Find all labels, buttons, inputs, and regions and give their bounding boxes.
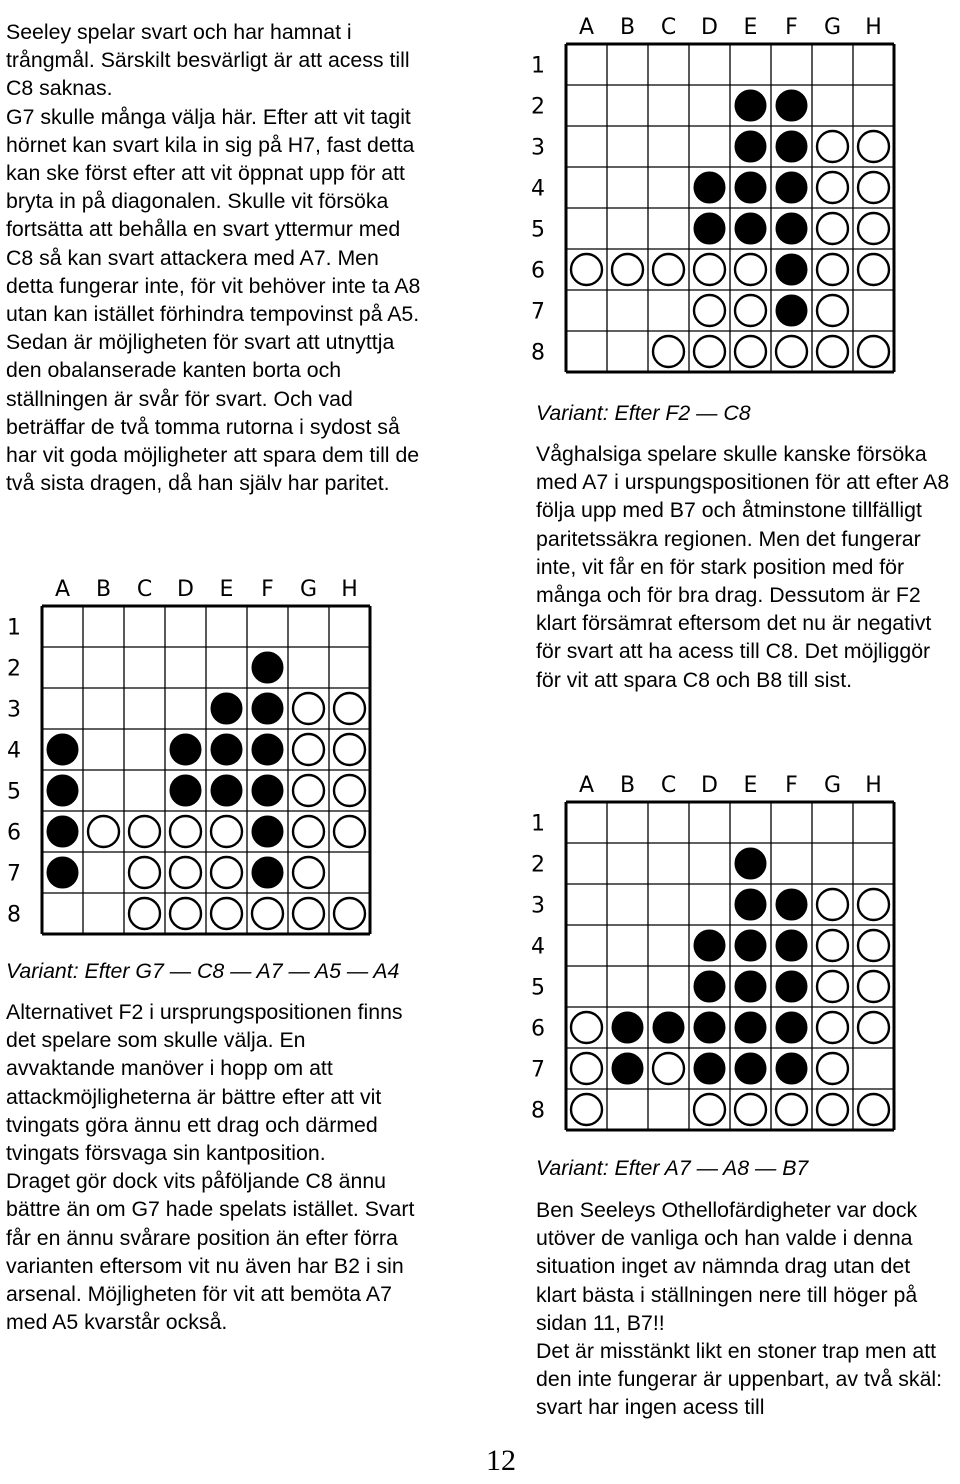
black-disc [252, 816, 283, 847]
black-disc [735, 90, 766, 121]
black-disc [694, 213, 725, 244]
row-label: 6 [7, 820, 21, 846]
white-disc [170, 857, 201, 888]
row-label: 2 [531, 852, 545, 878]
black-disc [735, 131, 766, 162]
white-disc [858, 889, 889, 920]
black-disc [735, 889, 766, 920]
black-disc [776, 971, 807, 1002]
column-label: A [54, 577, 71, 602]
white-disc [817, 930, 848, 961]
caption-variant-f2: Variant: Efter F2 — C8 [536, 401, 751, 425]
white-disc [88, 816, 119, 847]
caption-variant-g7: Variant: Efter G7 — C8 — A7 — A5 — A4 [6, 959, 400, 983]
column-label: H [865, 773, 882, 798]
white-disc [858, 254, 889, 285]
right-text-2: Ben Seeleys Othellofärdigheter var dock utöver de vanliga och han valde i denna situation inget av nämnda drag utan det klart bästa i ställningen nere till höger på sidan 11, B7!! Det är misstänkt likt en stoner trap men att den inte fungerar är uppenbart, av två skäl: svart har ingen acess till [536, 1198, 943, 1420]
column-label: A [578, 15, 595, 40]
white-disc [776, 1094, 807, 1125]
black-disc [776, 254, 807, 285]
white-disc [293, 693, 324, 724]
black-disc [47, 816, 78, 847]
left-body-text: Alternativet F2 i ursprungspositionen finns det spelare som skulle välja. En avvaktande manöver i hopp om att attackmöjligheterna är bättre efter att vit tvingats göra ännu ett drag och därmed tvingats försvaga sin kantposition. Draget gör dock vits påföljande C8 ännu bättre än om G7 hade spelats istället. Svart får en ännu svårare position än efter förra varianten eftersom vit nu även har B2 i sin arsenal. Möjligheten för vit att bemöta A7 med A5 kvarstår också. [6, 1000, 415, 1335]
row-label: 4 [531, 934, 545, 960]
white-disc [817, 295, 848, 326]
white-disc [129, 816, 160, 847]
column-label: E [743, 15, 758, 40]
row-label: 8 [531, 1098, 545, 1124]
white-disc [694, 1094, 725, 1125]
white-disc [334, 898, 365, 929]
black-disc [252, 775, 283, 806]
black-disc [252, 857, 283, 888]
column-label: F [785, 15, 798, 40]
column-label: F [261, 577, 274, 602]
black-disc [735, 213, 766, 244]
board-variant-f2 [528, 4, 896, 374]
column-label: D [177, 577, 194, 602]
black-disc [694, 1053, 725, 1084]
row-label: 1 [531, 811, 545, 837]
white-disc [653, 1053, 684, 1084]
white-disc [817, 172, 848, 203]
white-disc [170, 816, 201, 847]
column-label: B [619, 15, 636, 40]
white-disc [817, 213, 848, 244]
row-label: 4 [531, 176, 545, 202]
black-disc [252, 693, 283, 724]
row-label: 1 [531, 53, 545, 79]
column-label: C [660, 15, 677, 40]
white-disc [858, 930, 889, 961]
white-disc [694, 295, 725, 326]
white-disc [571, 254, 602, 285]
black-disc [694, 172, 725, 203]
white-disc [293, 857, 324, 888]
white-disc [817, 131, 848, 162]
column-label: D [701, 773, 718, 798]
black-disc [694, 930, 725, 961]
black-disc [776, 172, 807, 203]
black-disc [776, 1053, 807, 1084]
black-disc [252, 652, 283, 683]
white-disc [571, 1053, 602, 1084]
black-disc [776, 213, 807, 244]
page-number: 12 [486, 1444, 516, 1477]
black-disc [694, 971, 725, 1002]
black-disc [170, 775, 201, 806]
black-disc [776, 90, 807, 121]
board-variant-g7 [4, 566, 372, 936]
row-label: 3 [7, 697, 21, 723]
white-disc [170, 898, 201, 929]
column-label: G [823, 773, 842, 798]
row-label: 6 [531, 1016, 545, 1042]
white-disc [571, 1012, 602, 1043]
column-label: G [299, 577, 318, 602]
white-disc [211, 898, 242, 929]
black-disc [252, 734, 283, 765]
row-label: 2 [7, 656, 21, 682]
column-label: D [701, 15, 718, 40]
black-disc [47, 775, 78, 806]
black-disc [653, 1012, 684, 1043]
black-disc [735, 1012, 766, 1043]
white-disc [858, 213, 889, 244]
column-label: F [785, 773, 798, 798]
black-disc [170, 734, 201, 765]
white-disc [653, 254, 684, 285]
white-disc [858, 131, 889, 162]
column-label: C [660, 773, 677, 798]
black-disc [612, 1053, 643, 1084]
white-disc [735, 336, 766, 367]
white-disc [334, 693, 365, 724]
black-disc [776, 930, 807, 961]
white-disc [334, 816, 365, 847]
row-label: 4 [7, 738, 21, 764]
row-label: 7 [531, 299, 545, 325]
white-disc [211, 857, 242, 888]
white-disc [129, 857, 160, 888]
row-label: 8 [7, 902, 21, 928]
column-label: E [219, 577, 234, 602]
white-disc [735, 295, 766, 326]
white-disc [653, 336, 684, 367]
white-disc [817, 1053, 848, 1084]
white-disc [817, 1012, 848, 1043]
row-label: 5 [531, 217, 545, 243]
row-label: 3 [531, 893, 545, 919]
white-disc [817, 336, 848, 367]
white-disc [817, 254, 848, 285]
black-disc [776, 1012, 807, 1043]
white-disc [293, 775, 324, 806]
column-label: A [578, 773, 595, 798]
othello-board-svg [528, 762, 896, 1132]
white-disc [334, 775, 365, 806]
black-disc [735, 172, 766, 203]
column-label: B [619, 773, 636, 798]
white-disc [817, 1094, 848, 1125]
row-label: 3 [531, 135, 545, 161]
white-disc [694, 336, 725, 367]
white-disc [858, 971, 889, 1002]
white-disc [293, 816, 324, 847]
board-variant-a7 [528, 762, 896, 1132]
white-disc [694, 254, 725, 285]
column-label: H [341, 577, 358, 602]
white-disc [252, 898, 283, 929]
black-disc [776, 131, 807, 162]
white-disc [612, 254, 643, 285]
row-label: 5 [7, 779, 21, 805]
row-label: 7 [7, 861, 21, 887]
black-disc [776, 295, 807, 326]
row-label: 6 [531, 258, 545, 284]
white-disc [776, 336, 807, 367]
white-disc [735, 1094, 766, 1125]
row-label: 7 [531, 1057, 545, 1083]
white-disc [735, 254, 766, 285]
black-disc [211, 775, 242, 806]
white-disc [129, 898, 160, 929]
othello-board-svg [528, 4, 896, 374]
black-disc [211, 734, 242, 765]
black-disc [735, 848, 766, 879]
white-disc [571, 1094, 602, 1125]
black-disc [735, 930, 766, 961]
column-label: C [136, 577, 153, 602]
white-disc [858, 1012, 889, 1043]
black-disc [47, 857, 78, 888]
intro-text: Seeley spelar svart och har hamnat i trångmål. Särskilt besvärligt är att acess till C8 saknas. G7 skulle många välja här. Efter att vit tagit hörnet kan svart kila in sig på H7, fast detta kan ske först efter att vit öppnat upp för att bryta in på diagonalen. Skulle vit försöka fortsätta att behålla en svart yttermur med C8 så kan svart attackera med A7. Men detta fungerar inte, för vit behöver inte ta A8 utan kan istället förhindra tempovinst på A5. Sedan är möjligheten för svart att utnyttja den obalanserade kanten borta och ställningen är svår för svart. Och vad beträffar de två tomma rutorna i sydost så har vit goda möjligheter att spara dem till de två sista dragen, då han själv har paritet. [6, 20, 421, 496]
black-disc [776, 889, 807, 920]
white-disc [817, 971, 848, 1002]
white-disc [858, 1094, 889, 1125]
white-disc [817, 889, 848, 920]
column-label: H [865, 15, 882, 40]
black-disc [47, 734, 78, 765]
row-label: 5 [531, 975, 545, 1001]
black-disc [612, 1012, 643, 1043]
row-label: 8 [531, 340, 545, 366]
right-text-1: Våghalsiga spelare skulle kanske försöka med A7 i urspungspositionen för att efter A8 följa upp med B7 och åtminstone tillfälligt paritetssäkra regionen. Men det fungerar inte, vit får en för stark position med för många och för bra drag. Dessutom är F2 klart försämrat eftersom det nu är negativt för svart att ha acess till C8. Det möjliggör för vit att spara C8 och B8 till sist. [536, 442, 950, 692]
white-disc [334, 734, 365, 765]
row-label: 1 [7, 615, 21, 641]
caption-variant-a7: Variant: Efter A7 — A8 — B7 [536, 1156, 809, 1180]
column-label: E [743, 773, 758, 798]
white-disc [293, 898, 324, 929]
black-disc [211, 693, 242, 724]
black-disc [735, 1053, 766, 1084]
column-label: G [823, 15, 842, 40]
column-label: B [95, 577, 112, 602]
othello-board-svg [4, 566, 372, 936]
white-disc [858, 336, 889, 367]
white-disc [211, 816, 242, 847]
white-disc [293, 734, 324, 765]
white-disc [858, 172, 889, 203]
black-disc [694, 1012, 725, 1043]
row-label: 2 [531, 94, 545, 120]
black-disc [735, 971, 766, 1002]
